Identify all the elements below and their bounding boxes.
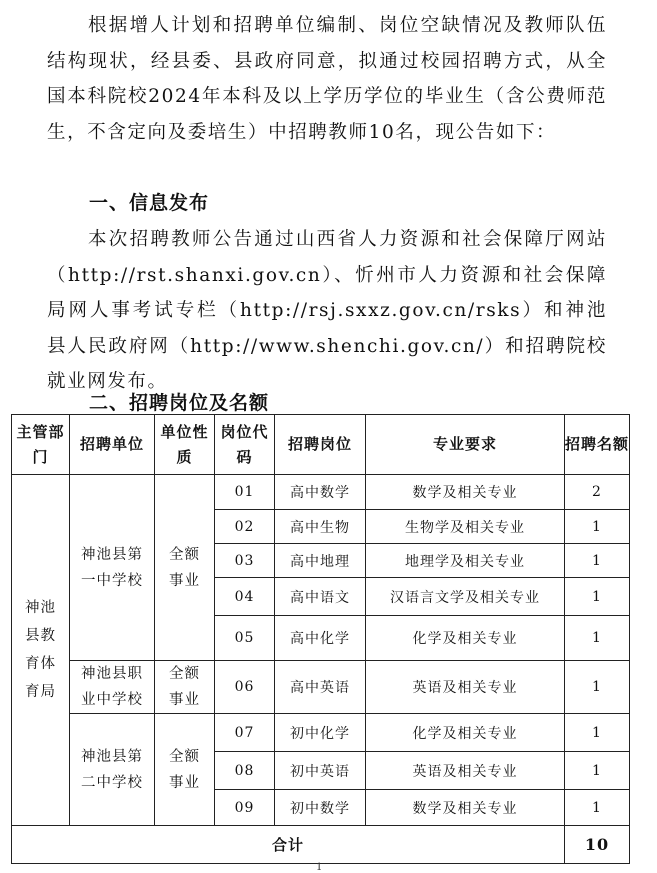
count-cell: 1	[565, 714, 630, 752]
unit-name-1: 神池县第一中学校	[81, 546, 143, 589]
header-dept	[12, 415, 70, 475]
header-major-text: 专业要求	[432, 435, 497, 453]
table-header-row	[12, 415, 630, 475]
intro-paragraph: 根据增人计划和招聘单位编制、岗位空缺情况及教师队伍结构现状，经县委、县政府同意，拟通过校园招聘方式，从全国本科院校2024年本科及以上学历学位的毕业生（含公费师范生，不含定向及委培生）中招聘教师10名，现公告如下：	[47, 15, 607, 143]
nature-cell-2	[155, 661, 215, 714]
position-cell: 高中地理	[275, 544, 366, 578]
count-cell: 1	[565, 544, 630, 578]
unit-name-3: 神池县第二中学校	[81, 748, 143, 791]
major-cell: 数学及相关专业	[366, 790, 565, 826]
count-cell: 1	[565, 752, 630, 790]
header-dept-text: 主管部门	[16, 422, 65, 466]
header-code	[215, 415, 275, 475]
major-cell: 地理学及相关专业	[366, 544, 565, 578]
major-cell: 化学及相关专业	[366, 616, 565, 661]
header-nature	[155, 415, 215, 475]
header-major	[366, 415, 565, 475]
nature-cell-1	[155, 475, 215, 661]
code-cell: 01	[215, 475, 275, 510]
major-cell: 英语及相关专业	[366, 661, 565, 714]
code-cell: 08	[215, 752, 275, 790]
unit-nature-3: 全额事业	[169, 748, 200, 791]
unit-cell-1	[70, 475, 155, 661]
position-cell: 高中化学	[275, 616, 366, 661]
code-cell: 04	[215, 578, 275, 616]
position-cell: 高中语文	[275, 578, 366, 616]
position-cell: 高中英语	[275, 661, 366, 714]
position-cell: 高中生物	[275, 510, 366, 544]
major-cell: 生物学及相关专业	[366, 510, 565, 544]
unit-cell-3	[70, 714, 155, 826]
dept-text: 神池县教育体育局	[25, 600, 56, 700]
table-row	[12, 661, 630, 714]
nature-cell-3	[155, 714, 215, 826]
position-cell: 初中英语	[275, 752, 366, 790]
page-number: 1	[316, 862, 323, 873]
header-nature-text: 单位性质	[160, 422, 209, 466]
count-cell: 1	[565, 510, 630, 544]
major-cell: 数学及相关专业	[366, 475, 565, 510]
code-cell: 05	[215, 616, 275, 661]
total-value: 10	[565, 826, 630, 864]
code-cell: 07	[215, 714, 275, 752]
info-release-paragraph: 本次招聘教师公告通过山西省人力资源和社会保障厅网站（http://rst.shanxi.gov.cn）、忻州市人力资源和社会保障局网人事考试专栏（http://rsj.sxxz.gov.cn/rsks）和神池县人民政府网（http://www.shenchi.gov.cn/）和招聘院校就业网发布。	[47, 229, 607, 392]
unit-name-2: 神池县职业中学校	[81, 666, 143, 708]
major-cell: 英语及相关专业	[366, 752, 565, 790]
unit-cell-2	[70, 661, 155, 714]
count-cell: 1	[565, 578, 630, 616]
table-row	[12, 475, 630, 510]
header-unit	[70, 415, 155, 475]
unit-nature-1: 全额事业	[169, 546, 200, 589]
position-cell: 高中数学	[275, 475, 366, 510]
code-cell: 06	[215, 661, 275, 714]
count-cell: 1	[565, 661, 630, 714]
code-cell: 09	[215, 790, 275, 826]
dept-cell	[12, 475, 70, 826]
header-count-text: 招聘名额	[565, 435, 630, 453]
total-label: 合计	[12, 826, 565, 864]
position-cell: 初中化学	[275, 714, 366, 752]
total-row	[12, 826, 630, 864]
positions-table	[11, 414, 630, 864]
section-heading-info-release: 一、信息发布	[89, 192, 210, 214]
count-cell: 2	[565, 475, 630, 510]
count-cell: 1	[565, 790, 630, 826]
header-position-text: 招聘岗位	[287, 435, 352, 453]
header-unit-text: 招聘单位	[79, 435, 144, 453]
table-row	[12, 714, 630, 752]
count-cell: 1	[565, 616, 630, 661]
header-position	[275, 415, 366, 475]
code-cell: 02	[215, 510, 275, 544]
major-cell: 汉语言文学及相关专业	[366, 578, 565, 616]
position-cell: 初中数学	[275, 790, 366, 826]
header-count	[565, 415, 630, 475]
code-cell: 03	[215, 544, 275, 578]
major-cell: 化学及相关专业	[366, 714, 565, 752]
header-code-text: 岗位代码	[220, 422, 269, 466]
section-heading-positions: 二、招聘岗位及名额	[89, 392, 270, 414]
unit-nature-2: 全额事业	[169, 666, 200, 708]
